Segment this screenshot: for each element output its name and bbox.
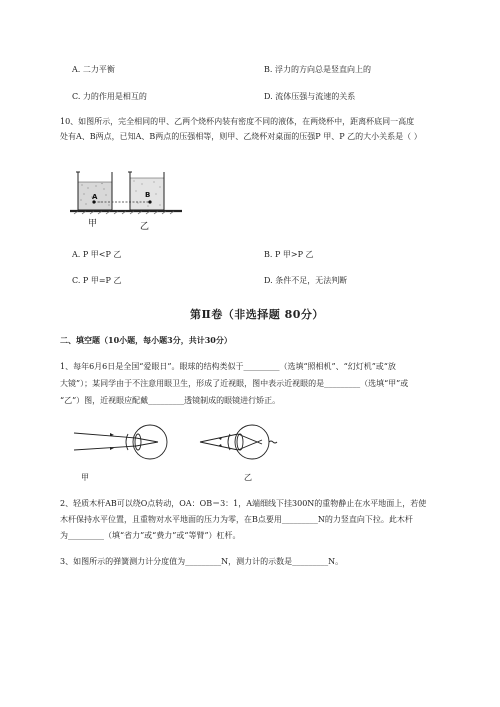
q9-option-d: D. 流体压强与流速的关系	[264, 92, 356, 101]
section2-title: 第Ⅱ卷（非选择题 80分）	[190, 308, 324, 321]
beaker-jia-label: 甲	[88, 219, 98, 229]
q10-stem-line1: 10、如图所示，完全相同的甲、乙两个烧杯内装有密度不同的液体，在两烧杯中，距离杯底同一高度	[60, 117, 415, 126]
q9-option-a: A. 二力平衡	[72, 65, 115, 74]
point-a-label: A	[92, 193, 98, 201]
q10-option-b: B. P 甲>P 乙	[264, 250, 314, 259]
eye-diagrams-figure	[66, 420, 286, 486]
fill2-line2: 木杆保持水平位置，且重物对水平地面的压力为零，在B点要用_________N的力竖直向下拉。此木杆	[60, 515, 413, 524]
part2-heading: 二、填空题（10小题，每小题3分，共计30分）	[60, 335, 232, 345]
fill1-line1: 1、每年6月6日是全国“爱眼日”。眼球的结构类似于_________（选填“照相机”、“幻灯机”或“放	[60, 362, 396, 371]
q9-option-c: C. 力的作用是相互的	[72, 92, 147, 101]
q9-option-b: B. 浮力的方向总是竖直向上的	[264, 65, 371, 74]
q10-beakers-figure	[66, 164, 186, 238]
fill3-line1: 3、如图所示的弹簧测力计分度值为_________N，测力计的示数是_________N。	[60, 557, 344, 566]
eye-jia-label: 甲	[81, 473, 89, 482]
q10-stem-line2: 处有A、B两点，已知A、B两点的压强相等，则甲、乙烧杯对桌面的压强P 甲、P 乙的大小关系是（ ）	[60, 132, 422, 141]
q10-option-c: C. P 甲=P 乙	[72, 276, 122, 285]
q10-option-d: D. 条件不足，无法判断	[264, 276, 348, 285]
fill1-line3: “乙”）图，近视眼应配戴_________透镜制成的眼镜进行矫正。	[60, 396, 281, 405]
fill1-line2: 大镜”）；某同学由于不注意用眼卫生，形成了近视眼，图中表示近视眼的是_________（选填“甲”或	[60, 379, 409, 388]
beaker-yi-label: 乙	[140, 222, 150, 232]
point-b-label: B	[145, 191, 151, 199]
eye-yi-label: 乙	[244, 473, 252, 482]
q10-option-a: A. P 甲<P 乙	[72, 250, 122, 259]
fill2-line1: 2、轻质木杆AB可以绕O点转动，OA：OB＝3：1，A端细线下挂300N的重物静止在水平地面上，若使	[60, 499, 427, 508]
fill2-line3: 为_________（填“省力”或“费力”或“等臂”）杠杆。	[60, 531, 241, 540]
